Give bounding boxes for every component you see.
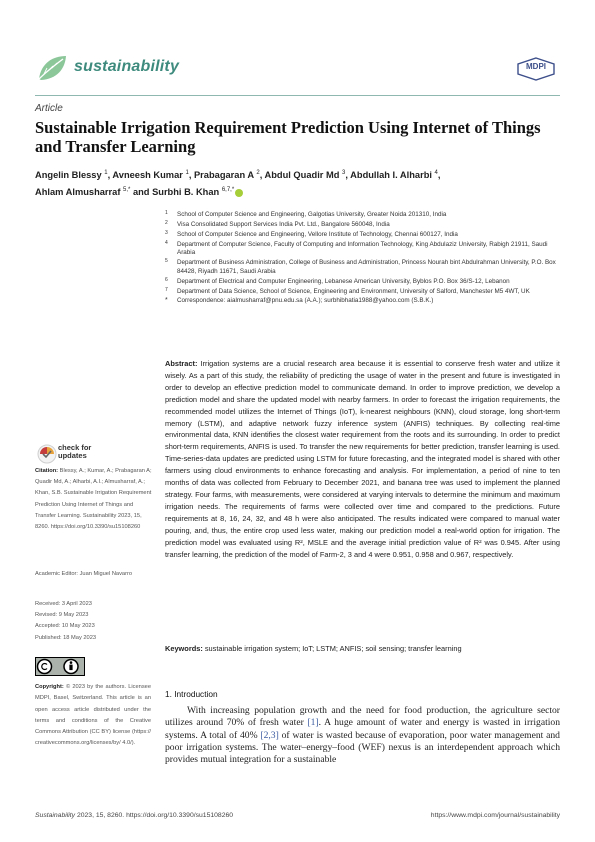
affiliation: 6 Department of Electrical and Computer Engineering, Lebanese American University, Byblos P.O. Box 36/S-12, Lebanon xyxy=(165,276,510,285)
abstract-label: Abstract: xyxy=(165,359,198,368)
date-received: Received: 3 April 2023 xyxy=(35,601,92,607)
affiliation: 3 School of Computer Science and Engineering, Vellore Institute of Technology, Chennai 600127, India xyxy=(165,229,458,238)
section-heading: 1. Introduction xyxy=(165,689,218,699)
citation: Citation: Blessy, A.; Kumar, A.; Prabagaran A; Quadir Md, A.; Alharbi, A.I.; Almusharraf, A.; Khan, S.B. Sustainable Irrigation Requirement Prediction Using Internet of Things and Transfer Learning. Sustainability 2023, 15, 8260. https://doi.org/10.3390/su15108260 xyxy=(35,468,152,531)
publisher-logo-text: MDPI xyxy=(526,62,546,71)
check-for-updates-icon[interactable] xyxy=(37,444,57,464)
abstract xyxy=(165,358,560,560)
affiliation: 1 School of Computer Science and Engineering, Galgotias University, Greater Noida 201310, India xyxy=(165,210,447,218)
affiliation: 2 Visa Consolidated Support Services India Pvt. Ltd., Bangalore 560048, India xyxy=(165,219,390,228)
introduction-paragraph: With increasing population growth and the need for food production, the agriculture sector utilizes around 70% of fresh water [1]. A huge amount of water and energy is wasted in irrigation systems. A total of 40% [2,3] of water is wasted because of evaporation, poor water management and poor irrigation systems. The water–energy–food (WEF) nexus is an interdependent approach which provides mutual integration for a sustainable xyxy=(165,705,560,766)
cc-by-license-icon[interactable] xyxy=(35,657,85,676)
affiliation: 4 Department of Computer Science, Faculty of Computing and Information Technology, King Abdulaziz University, Rabigh 21911, Saudi Arabia xyxy=(165,239,548,257)
keywords-label: Keywords: xyxy=(165,644,203,653)
article-dates xyxy=(35,599,153,644)
author[interactable]: Abdul Quadir Md $^3$ xyxy=(264,170,346,181)
citation-link[interactable]: [2,3] xyxy=(260,729,279,741)
author-list: Angelin Blessy $^1$, Avneesh Kumar $^1$, Prabagaran A $^2$, Abdul Quadir Md $^3$, Abdullah I. Alharbi $^4$, Ahlam Almusharraf $^{5,*}$ and Surbhi B. Khan $^{6,7,*}$ xyxy=(35,170,441,198)
header-rule xyxy=(35,95,560,96)
author[interactable]: Avneesh Kumar $^1$ xyxy=(112,170,189,181)
orcid-icon[interactable] xyxy=(235,189,243,197)
check-for-updates-label[interactable]: check for updates xyxy=(58,443,92,460)
author[interactable]: Abdullah I. Alharbi $^4$ xyxy=(350,170,438,181)
abstract-text: Irrigation systems are a crucial research area because it is essential to conserve fresh water and utilize it wisely. As a part of this study, the reliability of predicting the usage of water in the present and future is investigated in order to develop an effective prediction model to communicate demand. In order to improve prediction, we develop a prediction model and share the updated model with nearby farmers. In order to forecast the irrigation requirements, the recommended model utilizes the Internet of Things (IoT), k-nearest neighbours (KNN), cloud storage, long short-term memory (LSTM), and adaptive network fuzzy inference system (ANFIS) techniques. By collecting real-time environmental data, KNN identifies the closest water requirement from the roots and its surrounding. In order to predict short-term requirements, ANFIS is used. To transfer the new requirements for better prediction, transfer learning is used. Time-series-data updates are predicted using LSTM for future forecasting, and the integrated model is shared with other farmers using cloud environments to enhance forecasting and analysis. For implementation, a period of nine to ten months of data was collected from February to December 2021, and banana tree was used to implement the planned strategy. Four farms, with measurements, were considered at varying intervals to determine the minimum and maximum irrigation needs. The requirements of farms were collected over time and compared to the predictions. Future requirements at 8, 16, 24, 32, and 48 h were also anticipated. The results indicated were compared to manual water pouring, and, thus, the entire crop used less water, making our prediction model a real-world option for irrigation. The prediction model was evaluated using R², MSLE and the average initial prediction value of R² was 0.945. After using transfer learning, the prediction of the model of Farm-2, 3 and 4 were 0.951, 0.958 and 0.967, respectively. xyxy=(165,359,560,559)
author[interactable]: Prabagaran A $^2$ xyxy=(193,170,260,181)
article-type: Article xyxy=(35,103,63,114)
journal-logo-icon xyxy=(35,51,69,85)
correspondence[interactable]: * Correspondence: aialmusharraf@pnu.edu.sa (A.A.); surbhibhatia1988@yahoo.com (S.B.K.) xyxy=(165,297,434,305)
affiliation: 7 Department of Data Science, School of Science, Engineering and Environment, University of Salford, Manchester M5 4WT, UK xyxy=(165,286,530,295)
author[interactable]: Ahlam Almusharraf $^{5,*}$ xyxy=(35,187,131,198)
journal-name[interactable]: sustainability xyxy=(74,58,180,75)
article-title: Sustainable Irrigation Requirement Prediction Using Internet of Things and Transfer Learning xyxy=(35,118,541,156)
academic-editor: Academic Editor: Juan Miguel Navarro xyxy=(35,571,133,577)
keywords xyxy=(165,643,560,654)
author[interactable]: Surbhi B. Khan $^{6,7,*}$ xyxy=(152,187,235,198)
author[interactable]: Angelin Blessy $^1$ xyxy=(35,170,108,181)
citation-link[interactable]: [1] xyxy=(307,717,319,729)
affiliations xyxy=(165,211,560,307)
date-accepted: Accepted: 10 May 2023 xyxy=(35,623,95,630)
date-published: Published: 18 May 2023 xyxy=(35,634,97,641)
copyright-notice: Copyright: © 2023 by the authors. Licensee MDPI, Basel, Switzerland. This article is an open access article distributed under the terms and conditions of the Creative Commons Attribution (CC BY) license (https:// creativecommons.org/licenses/by/ 4.0/). xyxy=(35,684,151,747)
keywords-text: sustainable irrigation system; IoT; LSTM; ANFIS; soil sensing; transfer learning xyxy=(204,644,462,653)
affiliation: 5 Department of Business Administration, College of Business and Administration, Princess Nourah bint Abdulrahman University, P.O. Box 84428, Riyadh 11671, Saudi Arabia xyxy=(165,258,556,275)
date-revised: Revised: 9 May 2023 xyxy=(35,612,89,619)
footer-journal-url[interactable]: https://www.mdpi.com/journal/sustainability xyxy=(430,812,560,819)
footer-citation: Sustainability 2023, 15, 8260. https://doi.org/10.3390/su15108260 xyxy=(35,812,234,819)
